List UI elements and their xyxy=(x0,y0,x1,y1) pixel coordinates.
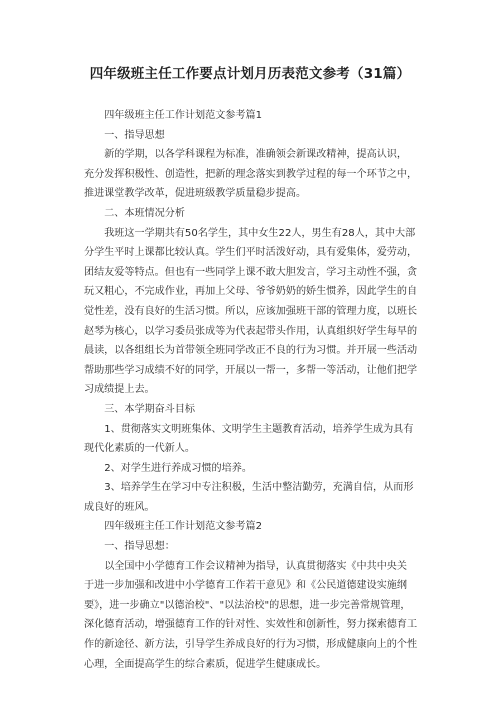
paragraph-line: 3、培养学生在学习中专注积极，生活中整洁勤劳，充满自信，从而形 xyxy=(104,482,414,494)
document-body xyxy=(84,106,430,674)
paragraph-line: 现代化素质的一代新人。 xyxy=(84,443,196,455)
section-heading: 四年级班主任工作计划范文参考篇1 xyxy=(104,110,263,121)
paragraph-line: 于进一步加强和改进中小学德育工作若干意见》和《公民道德建设实施纲 xyxy=(84,580,407,592)
paragraph-line: 新的学期，以各学科课程为标准，准确领会新课改精神，提高认识， xyxy=(104,149,407,161)
paragraph-line: 赵琴为核心，以学习委员张成等为代表起带头作用，认真组织好学生每早的 xyxy=(84,325,418,337)
paragraph-line: 成良好的班风。 xyxy=(84,501,155,513)
paragraph-line: 我班这一学期共有50名学生，其中女生22人，男生有28人，其中大部 xyxy=(104,227,416,239)
subheading: 三、本学期奋斗目标 xyxy=(104,403,196,415)
section-heading: 四年级班主任工作计划范文参考篇2 xyxy=(104,521,263,533)
paragraph-line: 2、对学生进行养成习惯的培养。 xyxy=(104,462,252,474)
paragraph-line: 玩又粗心，不完成作业，再加上父母、爷爷奶奶的娇生惯养，因此学生的自 xyxy=(84,286,418,298)
document-title: 四年级班主任工作要点计划月历表范文参考（31篇） xyxy=(89,66,411,82)
subheading: 一、指导思想 xyxy=(104,129,165,141)
paragraph-line: 分学生平时上课都比较认真。学生们平时活泼好动，具有爱集体，爱劳动， xyxy=(84,247,418,259)
paragraph-line: 要》，进一步确立"以德治校"、"以法治校"的思想，进一步完善常规管理， xyxy=(84,599,411,611)
subheading: 二、本班情况分析 xyxy=(104,207,185,219)
paragraph-line: 晨读，以各组组长为首带领全班同学改正不良的行为习惯。并开展一些活动 xyxy=(84,345,418,357)
paragraph-line: 心理，全面提高学生的综合素质，促进学生健康成长。 xyxy=(84,658,327,670)
paragraph-line: 以全国中小学德育工作会议精神为指导，认真贯彻落实《中共中央关 xyxy=(104,560,407,572)
paragraph-line: 推进课堂教学改革，促进班级教学质量稳步提高。 xyxy=(84,188,307,200)
paragraph-line: 团结友爱等特点。但也有一些同学上课不敢大胆发言，学习主动性不强，贪 xyxy=(84,266,418,278)
paragraph-line: 习成绩提上去。 xyxy=(84,384,155,396)
paragraph-line: 1、贯彻落实文明班集体、文明学生主题教育活动，培养学生成为具有 xyxy=(104,423,414,435)
paragraph-line: 帮助那些学习成绩不好的同学，开展以一帮一，多帮一等活动，让他们把学 xyxy=(84,364,418,376)
paragraph-line: 深化德育活动，增强德育工作的针对性、实效性和创新性，努力探索德育工 xyxy=(84,619,418,631)
paragraph-line: 作的新途径、新方法，引导学生养成良好的行为习惯，形成健康向上的个性 xyxy=(84,639,418,651)
subheading: 一、指导思想： xyxy=(104,541,175,553)
paragraph-line: 觉性差，没有良好的生活习惯。所以，应该加强班干部的管理力度，以班长 xyxy=(84,305,418,317)
paragraph-line: 充分发挥积极性、创造性，把新的理念落实到教学过程的每一个环节之中， xyxy=(84,168,418,180)
